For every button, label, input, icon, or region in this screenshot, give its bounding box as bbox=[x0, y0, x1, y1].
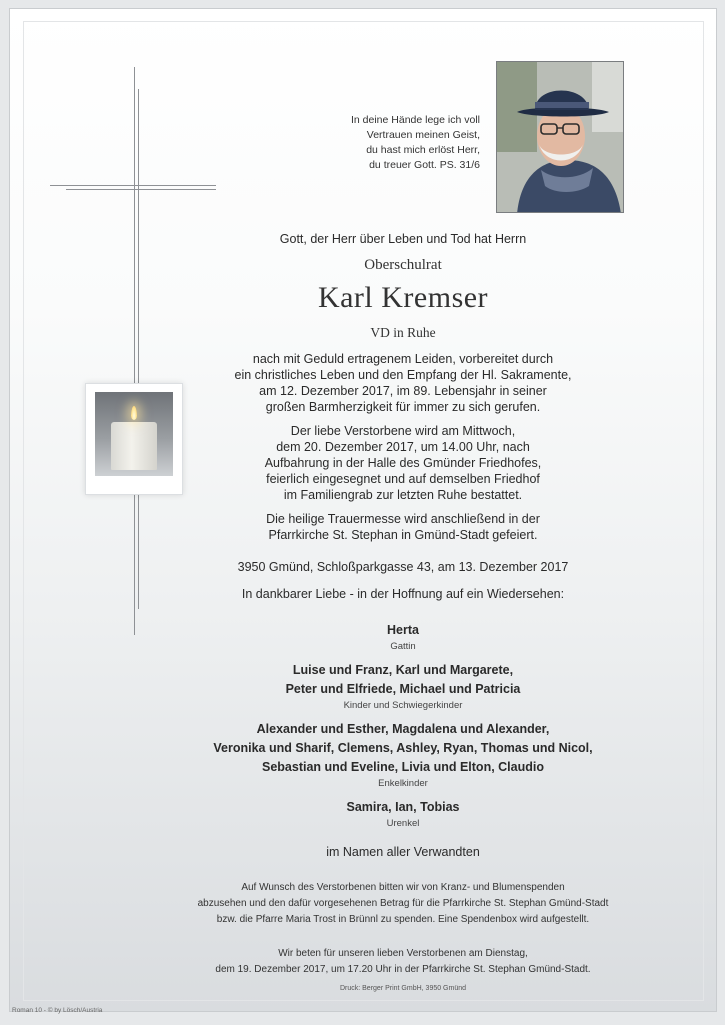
deceased-title: Oberschulrat bbox=[364, 257, 442, 273]
prayer-notice bbox=[160, 946, 646, 978]
text-line: Der liebe Verstorbene wird am Mittwoch, bbox=[290, 424, 516, 438]
family-great-grandchildren bbox=[160, 798, 646, 830]
cross-vertical-line bbox=[134, 67, 135, 635]
model-credit: Roman 10 - © by Lösch/Austria bbox=[12, 1007, 103, 1014]
place-date: 3950 Gmünd, Schloßparkgasse 43, am 13. Dezember 2017 bbox=[237, 560, 569, 574]
text-line: nach mit Geduld ertragenem Leiden, vorbereitet durch bbox=[252, 352, 554, 366]
bible-verse bbox=[300, 113, 480, 173]
text-line: Aufbahrung in der Halle des Gmünder Friedhofes, bbox=[264, 456, 542, 470]
candle-icon bbox=[111, 422, 157, 470]
text-line: im Familiengrab zur letzten Ruhe bestattet. bbox=[283, 488, 523, 502]
text-line: dem 20. Dezember 2017, um 14.00 Uhr, nach bbox=[276, 440, 530, 454]
text-line: großen Barmherzigkeit für immer zu sich gerufen. bbox=[265, 400, 541, 414]
text-line: Die heilige Trauermesse wird anschließend in der bbox=[266, 512, 540, 526]
cross-horizontal-line-inner bbox=[66, 189, 216, 190]
text-line: feierlich eingesegnet und auf demselben Friedhof bbox=[266, 472, 540, 486]
text-line: am 12. Dezember 2017, im 89. Lebensjahr in seiner bbox=[259, 384, 547, 398]
hope-line: In dankbarer Liebe - in der Hoffnung auf ein Wiedersehen: bbox=[241, 587, 565, 601]
family-relation: Enkelkinder bbox=[378, 778, 428, 789]
family-names: Samira, Ian, Tobias bbox=[346, 800, 460, 814]
deceased-name: Karl Kremser bbox=[317, 281, 489, 314]
family-relation: Gattin bbox=[390, 641, 416, 652]
family-names: Sebastian und Eveline, Livia und Elton, Claudio bbox=[262, 760, 544, 774]
intro-text: Gott, der Herr über Leben und Tod hat Herrn bbox=[279, 232, 527, 246]
portrait-photo bbox=[496, 61, 624, 213]
cross-vertical-line-inner bbox=[138, 89, 139, 609]
donation-notice bbox=[160, 880, 646, 928]
text-line: Wir beten für unseren lieben Verstorbenen am Dienstag, bbox=[278, 948, 528, 959]
text-line: abzusehen und den dafür vorgesehenen Betrag für die Pfarrkirche St. Stephan Gmünd-Stadt bbox=[197, 898, 609, 909]
family-names: Veronika und Sharif, Clemens, Ashley, Ryan, Thomas und Nicol, bbox=[213, 741, 593, 755]
paragraph-death bbox=[160, 351, 646, 415]
paragraph-mass bbox=[160, 511, 646, 543]
text-line: ein christliches Leben und den Empfang der Hl. Sakramente, bbox=[234, 368, 572, 382]
text-line: Auf Wunsch des Verstorbenen bitten wir von Kranz- und Blumenspenden bbox=[241, 882, 565, 893]
printer-credit: Druck: Berger Print GmbH, 3950 Gmünd bbox=[339, 985, 467, 992]
family-grandchildren bbox=[160, 720, 646, 790]
text-line: dem 19. Dezember 2017, um 17.20 Uhr in der Pfarrkirche St. Stephan Gmünd-Stadt. bbox=[215, 964, 591, 975]
family-spouse bbox=[160, 621, 646, 653]
family-names: Peter und Elfriede, Michael und Patricia bbox=[285, 682, 521, 696]
family-relation: Kinder und Schwiegerkinder bbox=[343, 700, 463, 711]
verse-line: du hast mich erlöst Herr, bbox=[366, 144, 480, 156]
verse-line: Vertrauen meinen Geist, bbox=[366, 129, 480, 141]
verse-line: du treuer Gott. PS. 31/6 bbox=[369, 159, 480, 171]
family-relation: Urenkel bbox=[386, 818, 420, 829]
family-names: Alexander und Esther, Magdalena und Alexander, bbox=[256, 722, 550, 736]
paragraph-funeral bbox=[160, 423, 646, 503]
text-line: Pfarrkirche St. Stephan in Gmünd-Stadt gefeiert. bbox=[268, 528, 538, 542]
flame-icon bbox=[131, 406, 137, 420]
text-line: bzw. die Pfarre Maria Trost in Brünnl zu spenden. Eine Spendenbox wird aufgestellt. bbox=[216, 914, 590, 925]
portrait-illustration bbox=[497, 62, 624, 213]
cross-horizontal-line bbox=[50, 185, 216, 186]
family-children bbox=[160, 661, 646, 712]
family-names: Luise und Franz, Karl und Margarete, bbox=[292, 663, 514, 677]
family-names: Herta bbox=[387, 623, 419, 637]
verse-line: In deine Hände lege ich voll bbox=[350, 114, 480, 126]
relatives-line: im Namen aller Verwandten bbox=[326, 845, 480, 859]
deceased-rank: VD in Ruhe bbox=[370, 325, 436, 340]
obituary-card bbox=[9, 8, 717, 1012]
